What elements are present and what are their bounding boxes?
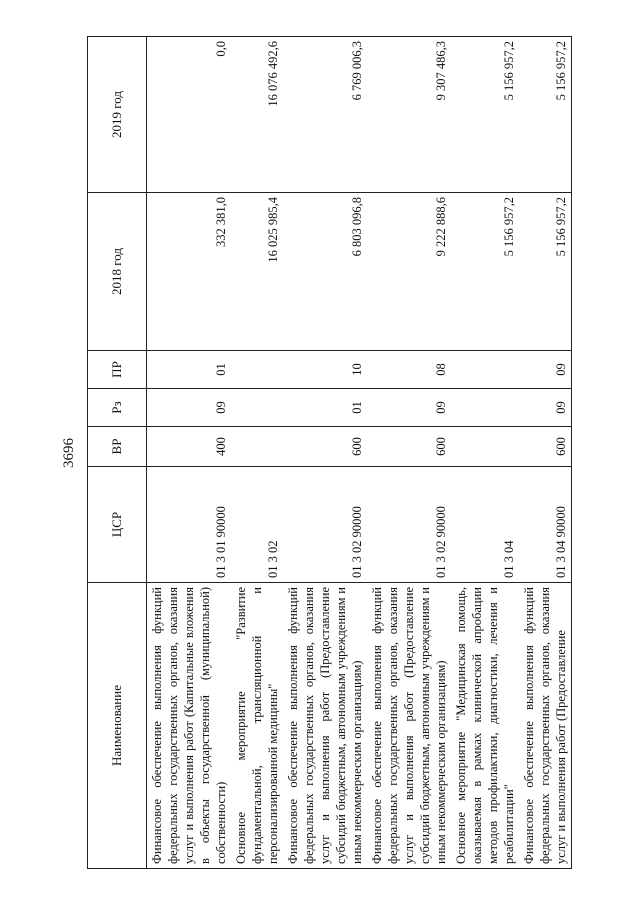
row-name: Финансовое обеспечение выполнения функций федеральных государственных органов, оказания услуг и выполнения работ (Предоставление <box>519 582 572 868</box>
row-2019: 0,0 <box>147 36 232 192</box>
row-rz: 09 <box>519 388 572 426</box>
col-header-2018: 2018 год <box>88 192 147 350</box>
row-vr: 400 <box>147 426 232 466</box>
row-name: Финансовое обеспечение выполнения функций федеральных государственных органов, оказания услуг и выполнения работ (Капитальные вложения в объекты государственной (муниципальной) собственности) <box>147 582 232 868</box>
col-header-csr: ЦСР <box>88 466 147 582</box>
row-vr: 600 <box>283 426 367 466</box>
table-row <box>147 36 232 868</box>
row-2018: 5 156 957,2 <box>451 192 519 350</box>
table-row <box>231 36 283 868</box>
col-header-2019: 2019 год <box>88 36 147 192</box>
col-header-vr: ВР <box>88 426 147 466</box>
row-csr: 01 3 02 90000 <box>283 466 367 582</box>
row-rz: 09 <box>147 388 232 426</box>
row-vr <box>231 426 283 466</box>
row-vr <box>451 426 519 466</box>
row-2019: 16 076 492,6 <box>231 36 283 192</box>
row-rz <box>231 388 283 426</box>
row-rz <box>451 388 519 426</box>
row-pr <box>231 350 283 388</box>
row-csr: 01 3 02 <box>231 466 283 582</box>
row-vr: 600 <box>367 426 451 466</box>
budget-table <box>87 36 572 869</box>
row-2019: 6 769 006,3 <box>283 36 367 192</box>
table-row <box>367 36 451 868</box>
row-csr: 01 3 04 <box>451 466 519 582</box>
row-2019: 5 156 957,2 <box>451 36 519 192</box>
col-header-rz: Рз <box>88 388 147 426</box>
row-2019: 9 307 486,3 <box>367 36 451 192</box>
row-name: Финансовое обеспечение выполнения функций федеральных государственных органов, оказания услуг и выполнения работ (Предоставление субсидий бюджетным, автономным учреждениям и иным некоммерческим организациям) <box>367 582 451 868</box>
row-pr <box>451 350 519 388</box>
row-2018: 6 803 096,8 <box>283 192 367 350</box>
row-rz: 09 <box>367 388 451 426</box>
row-vr: 600 <box>519 426 572 466</box>
row-pr: 01 <box>147 350 232 388</box>
row-rz: 01 <box>283 388 367 426</box>
row-name: Основное мероприятие "Развитие фундаментальной, трансляционной и персонализированной медицины" <box>231 582 283 868</box>
table-row <box>283 36 367 868</box>
row-pr: 09 <box>519 350 572 388</box>
row-pr: 08 <box>367 350 451 388</box>
table-header-row <box>88 36 147 868</box>
row-csr: 01 3 04 90000 <box>519 466 572 582</box>
row-name: Основное мероприятие "Медицинская помощь, оказываемая в рамках клинической апробации методов профилактики, диагностики, лечения и реабилитации" <box>451 582 519 868</box>
col-header-pr: ПР <box>88 350 147 388</box>
row-2019: 5 156 957,2 <box>519 36 572 192</box>
row-name: Финансовое обеспечение выполнения функций федеральных государственных органов, оказания услуг и выполнения работ (Предоставление субсидий бюджетным, автономным учреждениям и иным некоммерческим организациям) <box>283 582 367 868</box>
row-2018: 332 381,0 <box>147 192 232 350</box>
rotated-page <box>55 37 585 869</box>
table-row <box>451 36 519 868</box>
row-2018: 9 222 888,6 <box>367 192 451 350</box>
page-number: 3696 <box>61 437 77 468</box>
row-pr: 10 <box>283 350 367 388</box>
table-row <box>519 36 572 868</box>
row-csr: 01 3 02 90000 <box>367 466 451 582</box>
row-2018: 5 156 957,2 <box>519 192 572 350</box>
row-2018: 16 025 985,4 <box>231 192 283 350</box>
row-csr: 01 3 01 90000 <box>147 466 232 582</box>
col-header-name: Наименование <box>88 582 147 868</box>
